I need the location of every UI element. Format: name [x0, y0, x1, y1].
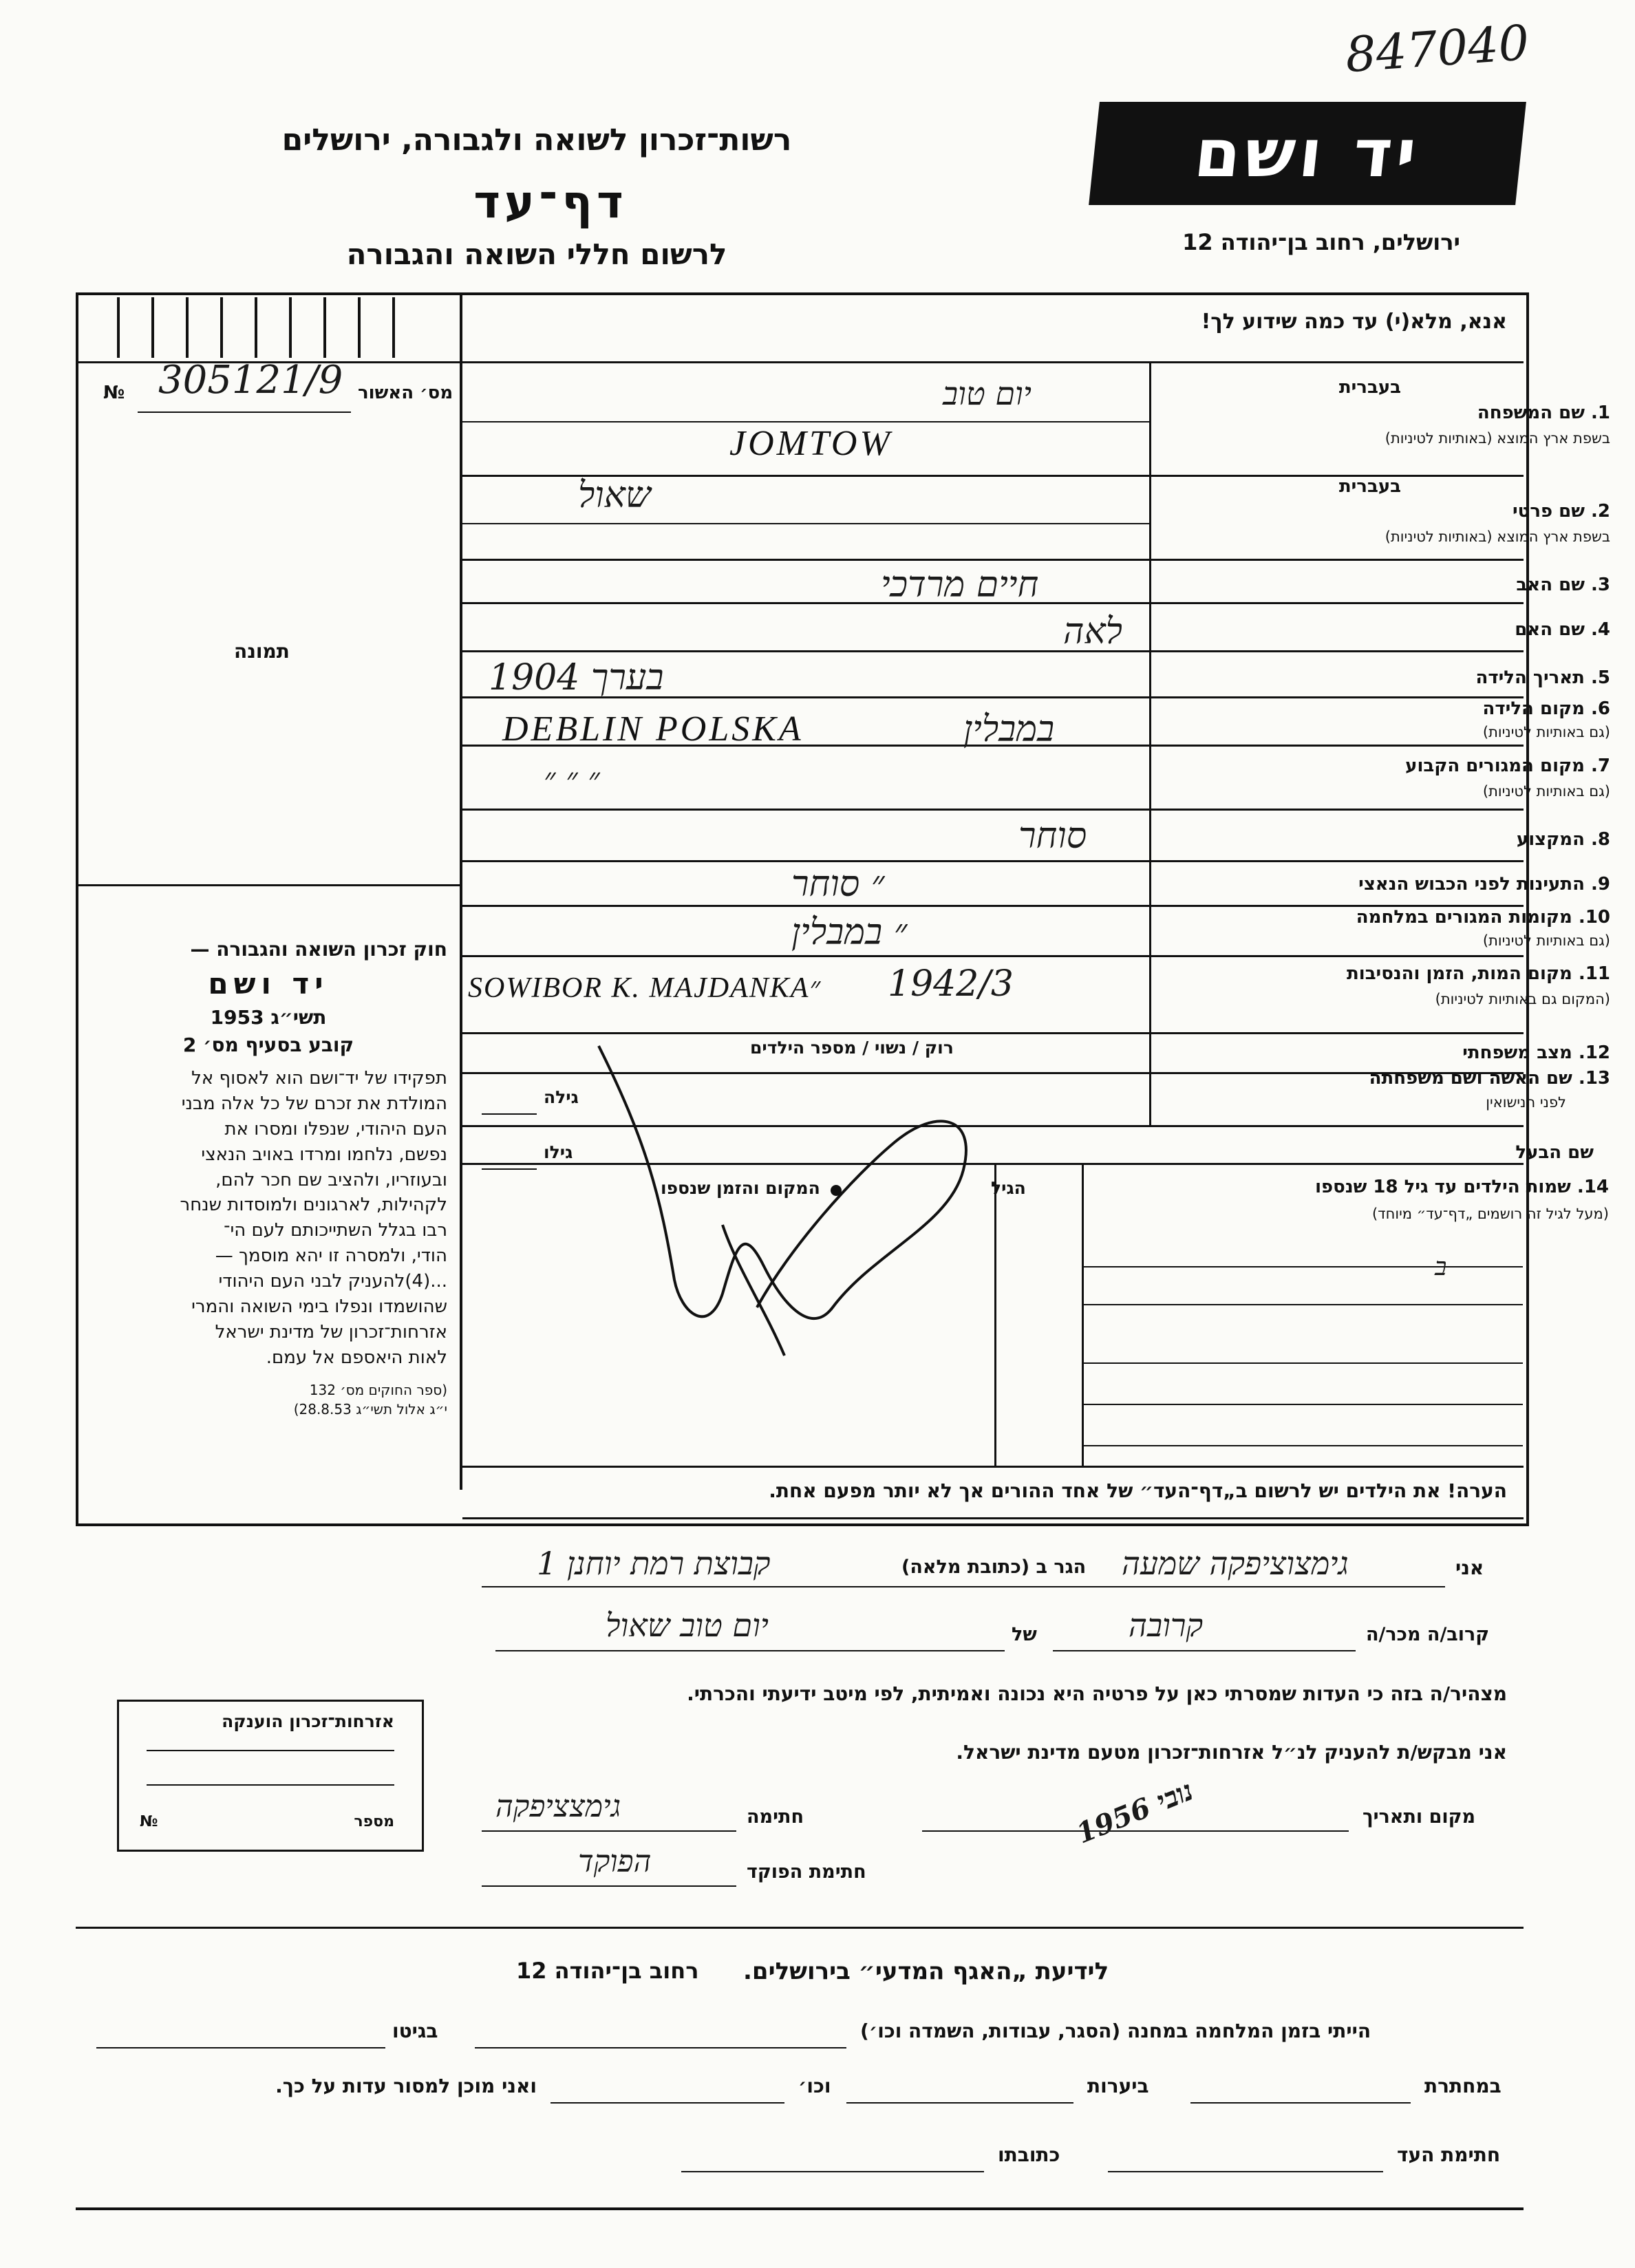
file-number-label: מס׳ האשור: [358, 383, 453, 403]
residence-ditto: ״ ״ ״: [544, 760, 600, 798]
field-9-label: 9. התעינות לפני הכבוש הנאצי: [1358, 874, 1610, 895]
death-year: 1942/3: [888, 963, 1014, 1005]
law-line: רבו בגלל השתייכותם לעם הי־: [224, 1220, 447, 1241]
law-year: תשי״ג 1953: [210, 1006, 327, 1029]
children-label: 14. שמות הילדים עד גיל 18 שנספו: [1315, 1177, 1609, 1197]
photo-label: תמונה: [234, 640, 290, 663]
mother-name: לאה: [1063, 611, 1122, 652]
certificate-title: אזרחות־זכרון הוענקה: [222, 1711, 394, 1731]
file-number-value: 305121/9: [158, 358, 343, 403]
tick-boxes: [117, 297, 420, 358]
signature-label: חתימה: [747, 1806, 804, 1828]
field-1-hint: בשפת ארץ המוצא (באותיות לטיניות): [1385, 430, 1610, 447]
wartime-residence: ״ במבלין: [791, 912, 908, 953]
declarant-address: קבוצת רמת יוחנן 1: [537, 1545, 771, 1582]
birth-date: בערך 1904: [489, 657, 664, 698]
left-column-divider: [460, 292, 462, 1490]
law-line: נפשם, נלחמו ומרדו באויב הנאצי: [201, 1144, 447, 1165]
given-name-hebrew: שאול: [578, 475, 651, 516]
footer-line2c: וכו׳: [798, 2075, 831, 2097]
footer-line1b: בגיטו: [392, 2020, 438, 2042]
hebrew-label-1: בעברית: [1338, 377, 1401, 398]
children-age-divider: [994, 1163, 996, 1466]
field-1-label: 1. שם המשפחה: [1477, 403, 1610, 423]
certificate-box: [117, 1700, 424, 1852]
footer-line2d: ואני מוכן למסור עדות על כך.: [275, 2075, 537, 2097]
relation-value: קרובה: [1129, 1607, 1204, 1644]
diagonal-signature-scribble: [564, 1018, 977, 1376]
field-2-label: 2. שם פרטי: [1513, 501, 1610, 522]
request-text: אני מבקש/ת להעניק לנ״ל אזרחות־זכרון מטעם מדינת ישראל.: [956, 1741, 1507, 1764]
wife-age-label: גילה: [544, 1087, 579, 1107]
law-line: שהושמדו ונפלו בימי השואה והמרי: [191, 1296, 447, 1318]
law-name: יד ושם: [208, 966, 329, 1001]
law-line: ...(4)להעניק לבני העם היהודי: [218, 1271, 447, 1292]
header-address: ירושלים, רחוב בן־יהודה 12: [1182, 229, 1460, 255]
footer-title: לידיעת „האגף המדעי״ בירושלים.: [743, 1958, 1109, 1985]
birthplace-hebrew: במבלין: [963, 709, 1055, 750]
field-8-label: 8. המקצוע: [1516, 829, 1610, 850]
law-gazette-date: י״ג אלול תשי״ג 28.8.53): [293, 1401, 447, 1418]
law-clause: קובע בסעיף מס׳ 2: [182, 1034, 354, 1057]
hebrew-label-2: בעברית: [1338, 476, 1401, 497]
occupation-before-war: ״ סוחר: [791, 864, 885, 905]
declarant-name: גימצוציפקה שמעה: [1122, 1545, 1349, 1582]
field-13-hint: לפני הנישואין: [1486, 1094, 1566, 1111]
yad-vashem-logo: יד ושם: [1089, 102, 1526, 205]
law-line: תפקידו של יד־ושם הוא לאסוף אל: [191, 1067, 447, 1089]
officer-signature: הפוקד: [578, 1844, 652, 1879]
date-stamp: 1956 נובי: [1071, 1774, 1198, 1850]
authority-title: רשות־זכרון לשואה ולגבורה, ירושלים: [281, 122, 792, 158]
form-subtitle: לרשום חללי השואה והגבורה: [346, 237, 727, 271]
children-place-header: המקום והזמן שנספו: [661, 1178, 820, 1198]
field-2-hint: בשפת ארץ המוצא (באותיות לטיניות): [1385, 528, 1610, 545]
law-line: המולדת את זכרם של כל אלה מבני: [181, 1093, 447, 1114]
photo-bottom-line: [78, 884, 460, 886]
declarant-i-label: אני: [1455, 1556, 1484, 1579]
field-10-label: 10. מקומות המגורים במלחמה: [1356, 907, 1610, 928]
certificate-number-suffix: №: [140, 1813, 158, 1830]
law-line: העם היהודי, שנפלו ומסרו את: [224, 1118, 447, 1140]
husband-label: שם הבעל: [1515, 1142, 1594, 1163]
of-name: יום טוב שאול: [606, 1607, 769, 1644]
field-13-label: 13. שם האשה ושם משפחתה: [1369, 1068, 1610, 1089]
children-label-divider: [1082, 1163, 1084, 1466]
law-line: הודי, ולמסרה זו יהא מוסמך —: [215, 1245, 447, 1267]
declarant-signature: גימצציפקה: [495, 1789, 621, 1824]
surname-latin: JOMTOW: [729, 424, 893, 463]
law-line: ובעוזריו, ולהציב שם חכר להם,: [215, 1169, 447, 1190]
form-title: דף־עד: [473, 175, 628, 228]
birthplace-latin: DEBLIN POLSKA: [502, 709, 804, 749]
file-number-suffix: №: [103, 383, 125, 403]
field-11-hint: (המקום גם באותיות לטיניות): [1435, 991, 1610, 1007]
death-place-latin: SOWIBOR K. MAJDANKA״: [468, 972, 822, 1004]
certificate-number-label: מספר: [354, 1813, 394, 1830]
footer-line2b: ביערות: [1087, 2075, 1149, 2097]
field-7-hint: (גם באותיות לטיניות): [1482, 783, 1610, 800]
law-line: לקהילות, לארגונים ולמוסדות שנחר: [180, 1195, 447, 1216]
footer-line3a: חתימת העד: [1397, 2143, 1501, 2166]
declarant-lives-label: הגר ב (כתובת מלאה): [901, 1556, 1087, 1578]
field-11-label: 11. מקום המות, הזמן והנסיבות: [1347, 963, 1610, 984]
footer-line1a: הייתי בזמן המלחמה במחנה (הסגר, עבודות, השמדה וכו׳): [860, 2020, 1371, 2042]
place-date-label: מקום ותאריך: [1362, 1806, 1476, 1828]
profession: סוחר: [1018, 815, 1087, 857]
footer-address: רחוב בן־יהודה 12: [516, 1958, 699, 1984]
children-note: הערה! את הילדים יש לרשום ב„דף־העד״ של אחד ההורים אך לא יותר מפעם אחת.: [769, 1479, 1507, 1502]
field-3-label: 3. שם האב: [1516, 575, 1610, 595]
of-label: של: [1012, 1624, 1037, 1645]
relation-label: קרוב/ה מכר/ה: [1366, 1624, 1490, 1645]
law-gazette: (ספר החוקים מס׳ 132: [309, 1381, 447, 1398]
father-name: חיים מרדכי: [881, 564, 1039, 606]
field-4-label: 4. שם האם: [1515, 619, 1610, 640]
field-7-label: 7. מקום המגורים הקבוע: [1405, 756, 1610, 776]
top-prompt: אנא, מלא(י) עד כמה שידוע לך!: [1201, 310, 1507, 334]
section14-mark: ב: [1435, 1253, 1447, 1281]
footer-line3b: כתובתו: [998, 2143, 1060, 2166]
memorial-law: [89, 936, 447, 1420]
officer-label: חתימת הפוקד: [747, 1861, 866, 1883]
archive-number: 847040: [1343, 14, 1531, 84]
surname-hebrew: יום טוב: [943, 375, 1032, 412]
children-age-header: הגיל: [991, 1178, 1026, 1198]
field-6-label: 6. מקום הלידה: [1482, 698, 1610, 719]
law-title: חוק זכרון השואה והגבורה —: [190, 938, 447, 961]
field-6-hint: (גם באותיות לטיניות): [1482, 724, 1610, 740]
field-12-label: 12. מצב משפחתי: [1462, 1042, 1610, 1063]
children-hint: (מעל לגיל זה רושמים „דף־עד״ מיוחד): [1371, 1206, 1609, 1222]
law-line: לאות היאספם אל עמם.: [266, 1347, 447, 1368]
family-status-options: רוק / נשוי / מספר הילדים: [750, 1038, 954, 1058]
declaration-text: מצהיר/ה בזה כי העדות שמסרתי כאן על פרטיה היא נכונה ואמיתית, לפי מיטב ידיעתי והכרתי.: [687, 1682, 1507, 1705]
field-10-hint: (גם באותיות לטיניות): [1482, 932, 1610, 949]
footer-line2a: במחתרת: [1424, 2075, 1502, 2097]
law-line: אזרחות־זכרון של מדינת ישראל: [215, 1321, 447, 1342]
field-5-label: 5. תאריך הלידה: [1475, 667, 1610, 688]
husband-age-label: גילו: [544, 1142, 573, 1162]
